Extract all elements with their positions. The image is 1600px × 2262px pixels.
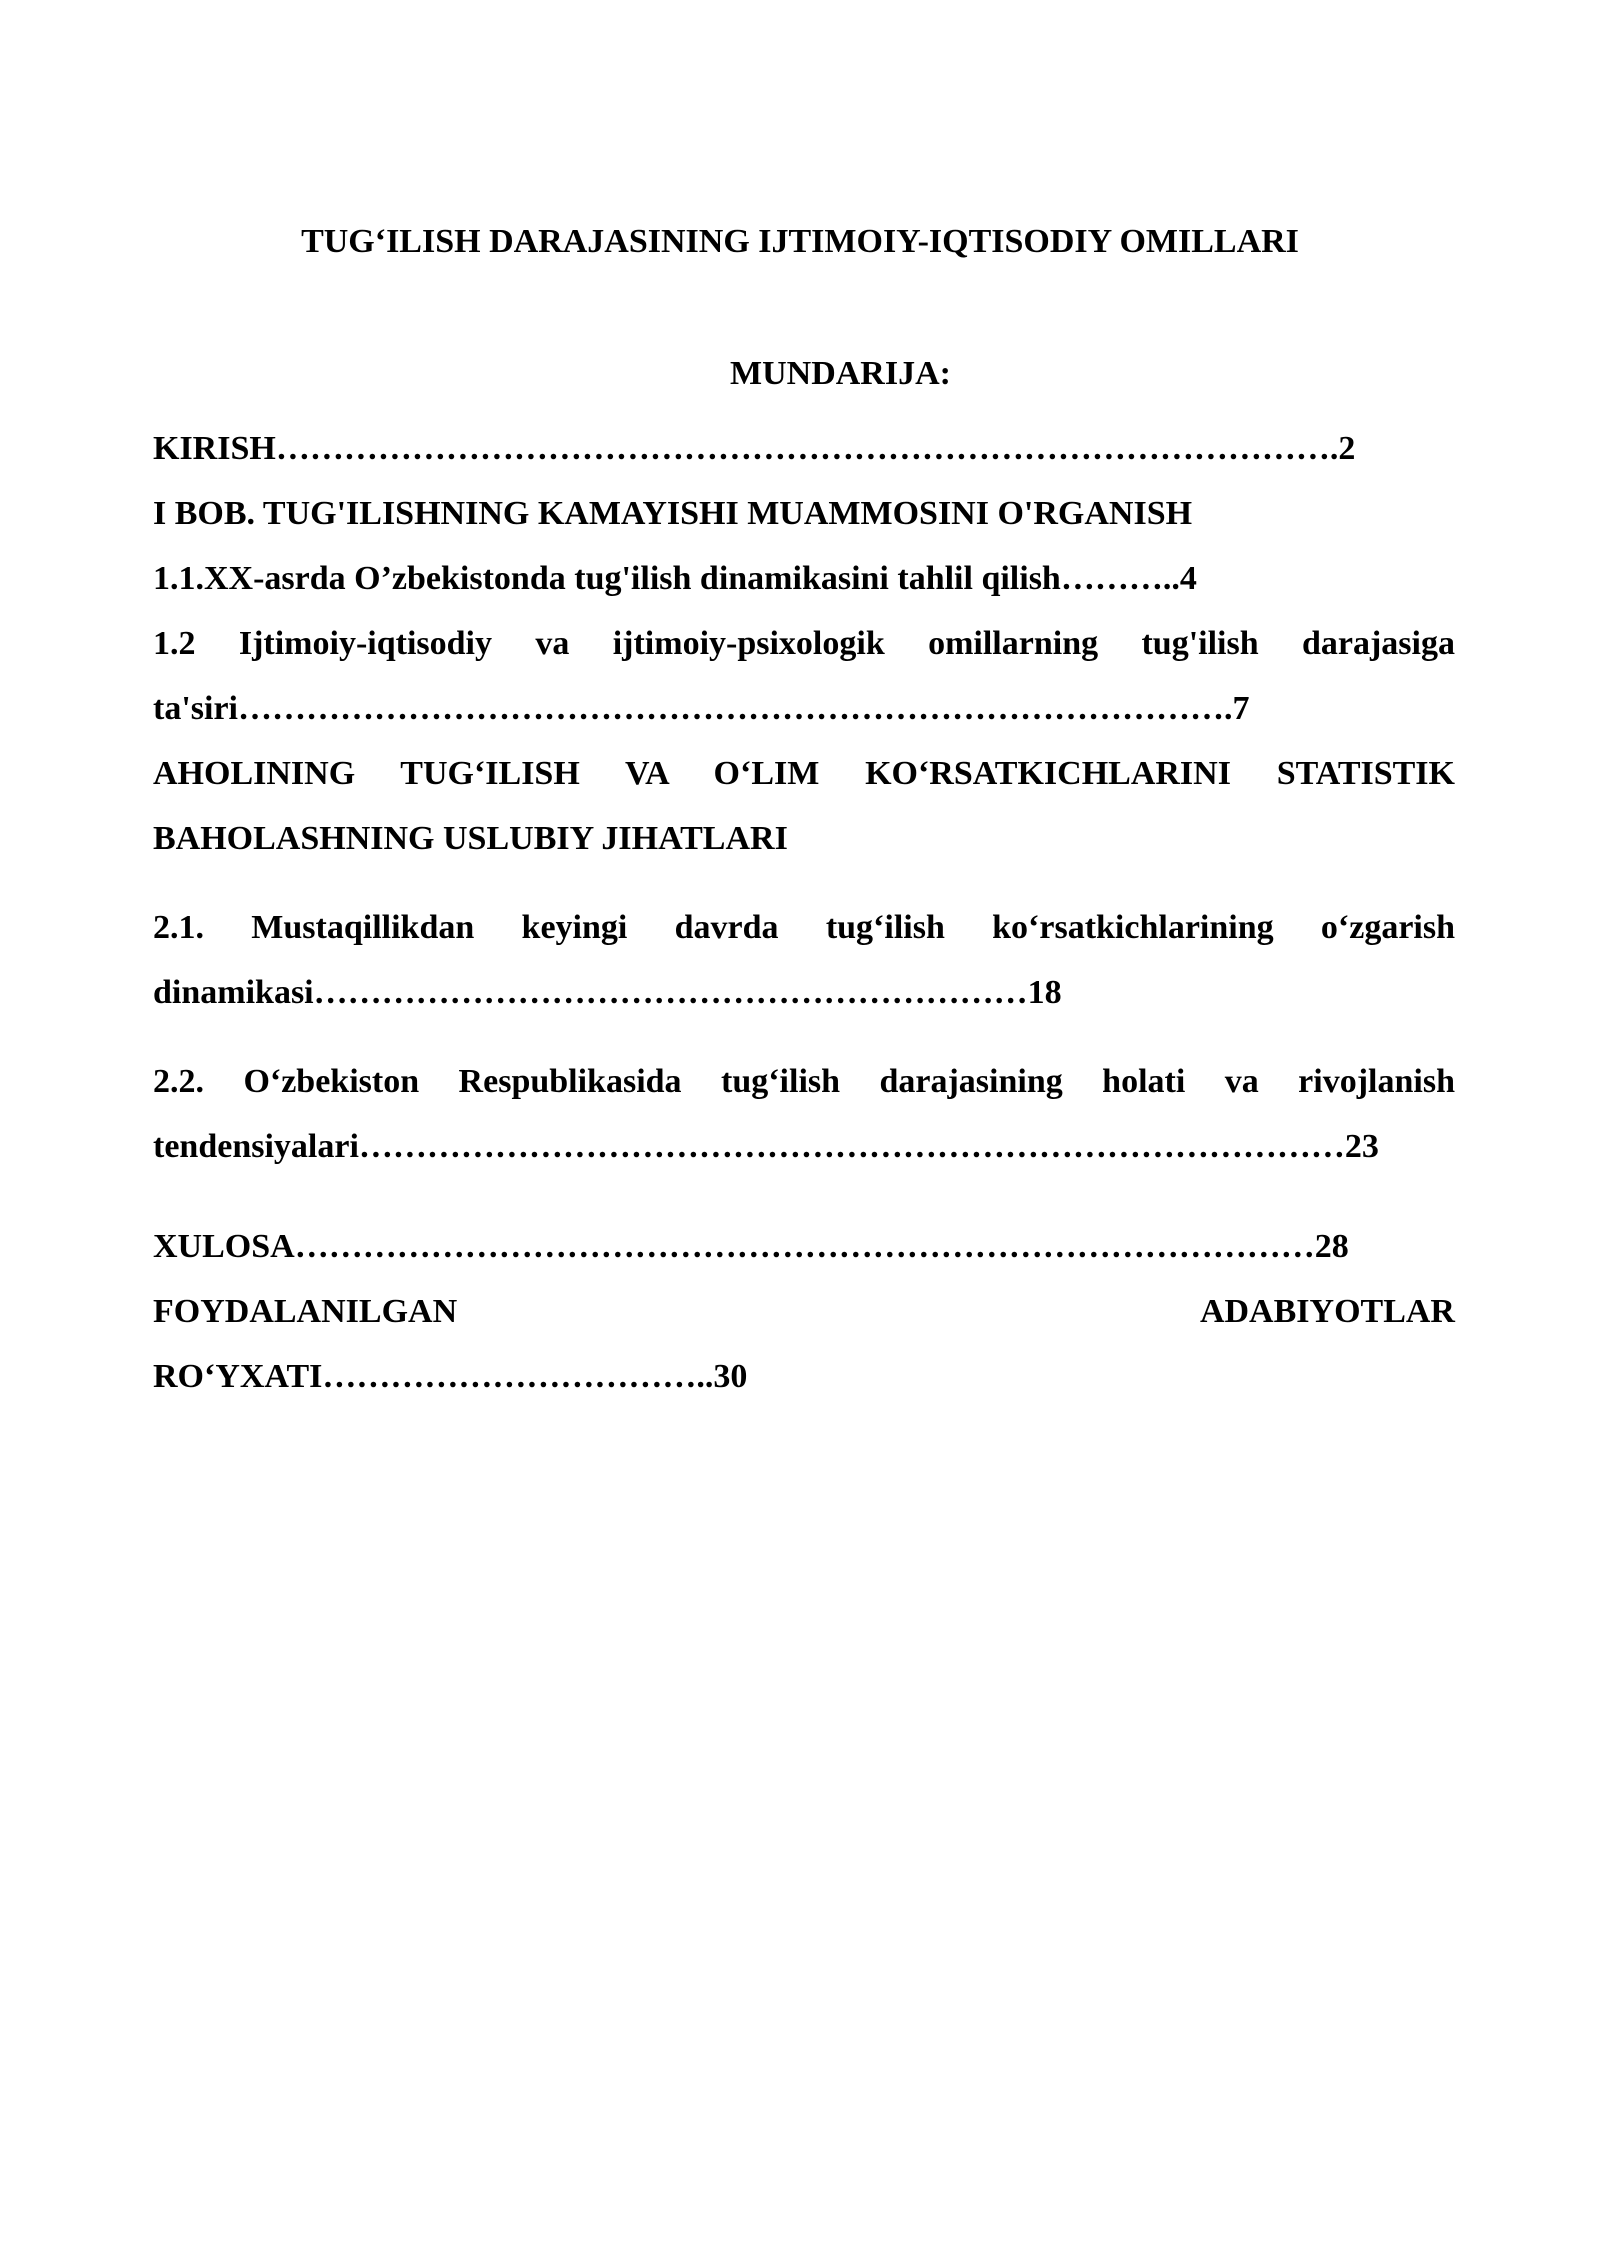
toc-entry-section-2-2: 2.2. O‘zbekiston Respublikasida tug‘ilish darajasining holati va rivojlanish tendensiyalari……………………………………………………………………………23 bbox=[153, 1063, 1455, 1165]
toc-entry-references bbox=[153, 1279, 1455, 1344]
toc-entry-section-1-1: 1.1.XX-asrda O’zbekistonda tug'ilish dinamikasini tahlil qilish………..4 bbox=[153, 560, 1197, 597]
toc-entry-kirish: KIRISH………………………………………………………………………………….2 bbox=[153, 430, 1356, 467]
toc-entry-section-1-2: 1.2 Ijtimoiy-iqtisodiy va ijtimoiy-psixologik omillarning tug'ilish darajasiga ta'siri…………………………………………………………………………….7 bbox=[153, 625, 1455, 727]
document-title: TUG‘ILISH DARAJASINING IJTIMOIY-IQTISODIY OMILLARI bbox=[301, 223, 1299, 260]
table-of-contents bbox=[153, 416, 1455, 1409]
toc-entry-xulosa: XULOSA………………………………………………………………………………28 bbox=[153, 1228, 1349, 1265]
toc-entry-chapter-1: I BOB. TUG'ILISHNING KAMAYISHI MUAMMOSINI O'RGANISH bbox=[153, 495, 1193, 532]
toc-entry-references-right: ADABIYOTLAR bbox=[1199, 1293, 1455, 1330]
toc-entry-section-2-1: 2.1. Mustaqillikdan keyingi davrda tug‘ilish ko‘rsatkichlarining o‘zgarish dinamikasi………………………………………………………18 bbox=[153, 909, 1455, 1011]
toc-entry-references-continued: RO‘YXATI……………………………..30 bbox=[153, 1358, 748, 1395]
toc-heading: MUNDARIJA: bbox=[730, 355, 951, 392]
toc-entry-references-left: FOYDALANILGAN bbox=[153, 1293, 458, 1330]
toc-entry-chapter-2: AHOLINING TUG‘ILISH VA O‘LIM KO‘RSATKICHLARINI STATISTIK BAHOLASHNING USLUBIY JIHATLARI bbox=[153, 755, 1455, 857]
